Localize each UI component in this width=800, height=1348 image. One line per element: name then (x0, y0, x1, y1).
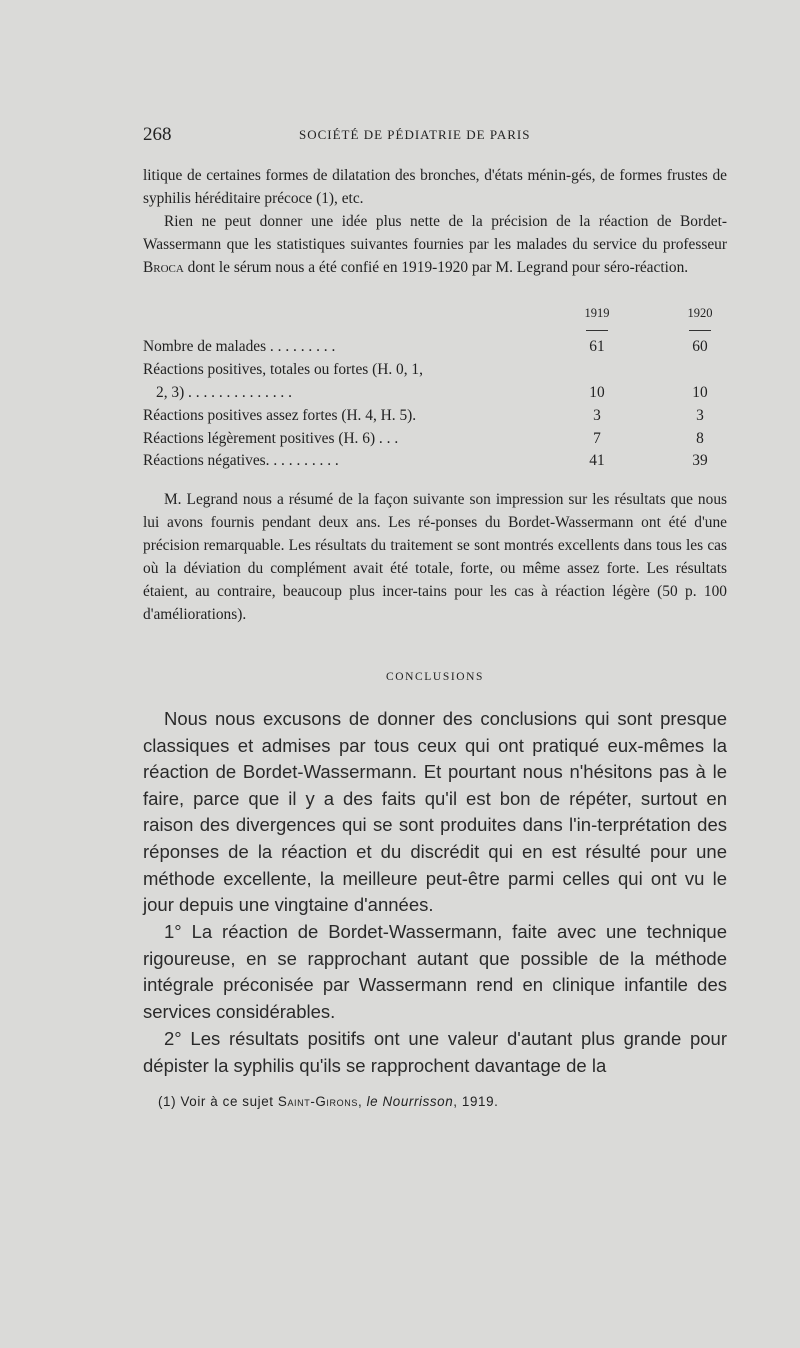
cell-1920: 3 (696, 407, 704, 424)
column-rule-1920 (689, 330, 711, 331)
column-header-1919: 1919 (584, 306, 610, 320)
table-row (143, 338, 728, 361)
footnote-sep: , (357, 1094, 367, 1109)
footnote-journal: le Nourrisson (366, 1094, 454, 1109)
paragraph-statistics-intro-tail: dont le sérum nous a été confié en 1919-1920 par M. Legrand pour séro-réaction. (183, 259, 689, 277)
conclusion-1: 1° La réaction de Bordet-Wassermann, faite avec une technique rigoureuse, en se rapprochant autant que possible de la méthode intégrale préconisée par Wassermann rend en clinique infantile des services considérables. (143, 921, 727, 1022)
cell-1920: 60 (692, 338, 708, 355)
cell-1919: 3 (593, 407, 601, 424)
cell-1919: 10 (589, 384, 605, 401)
row-label: Réactions positives assez fortes (H. 4, H. 5). (143, 407, 417, 424)
footnote-year: , 1919. (453, 1094, 499, 1109)
table-row (143, 384, 728, 407)
footnote-prefix: (1) Voir à ce sujet (158, 1094, 278, 1109)
cell-1920: 39 (692, 452, 708, 469)
row-label: Nombre de malades . . . . . . . . . (143, 338, 336, 355)
paragraph-statistics-intro-text: Rien ne peut donner une idée plus nette de la précision de la réaction de Bordet-Wassermann que les statistiques suivantes fournies par les malades du service du professeur (143, 213, 727, 254)
cell-1920: 10 (692, 384, 708, 401)
row-label: 2, 3) . . . . . . . . . . . . . . (156, 384, 292, 401)
cell-1920: 8 (696, 430, 704, 447)
section-title: CONCLUSIONS (385, 671, 485, 683)
row-label: Réactions légèrement positives (H. 6) . . . (143, 430, 399, 447)
cell-1919: 61 (589, 338, 605, 355)
paragraph-conclusions: Nous nous excusons de donner des conclusions qui sont presque classiques et admises par tous ceux qui ont pratiqué eux-mêmes la réaction de Bordet-Wassermann. Et pourtant nous n'hésitons pas à le faire, parce que il y a des faits qu'il est bon de répéter, surtout en raison des divergences qui se sont produites dans l'in-terprétation des réponses de la réaction et du discrédit qui en est résulté pour une méthode excellente, la meilleure peut-être parmi celles qui ont vu le jour depuis une vingtaine d'années. (143, 708, 727, 916)
page-number: 268 (143, 124, 172, 145)
row-label: Réactions positives, totales ou fortes (H. 0, 1, (143, 361, 423, 378)
table-row (143, 407, 728, 430)
paragraph-legrand-summary: M. Legrand nous a résumé de la façon suivante son impression sur les résultats que nous lui avons fournis pendant deux ans. Les ré-ponses du Bordet-Wassermann ont été d'une précision remarquable. Les résultats du traitement se sont montrés excellents dans tous les cas où la déviation du complément avait été totale, forte, ou même assez forte. Les résultats étaient, au contraire, beaucoup plus incer-tains pour les cas à réaction légère (50 p. 100 d'améliorations). (143, 491, 727, 624)
cell-1919: 7 (593, 430, 601, 447)
conclusion-2: 2° Les résultats positifs ont une valeur d'autant plus grande pour dépister la syphilis qu'ils se rapprochent davantage de la (143, 1028, 727, 1076)
page-header (143, 124, 725, 146)
table-row (143, 361, 728, 384)
cell-1919: 41 (589, 452, 605, 469)
running-title: SOCIÉTÉ DE PÉDIATRIE DE PARIS (299, 127, 531, 142)
paragraph-statistics-intro (143, 210, 727, 279)
column-rule-1919 (586, 330, 608, 331)
paragraph-intro: litique de certaines formes de dilatation des bronches, d'états ménin-gés, de formes frustes de syphilis héréditaire précoce (1), etc. (143, 167, 727, 208)
footnote-author: Saint-Girons (277, 1094, 358, 1109)
author-name-broca: Broca (143, 259, 184, 277)
table-row (143, 452, 728, 475)
footnote (158, 1094, 498, 1109)
table-row (143, 430, 728, 453)
column-header-1920: 1920 (687, 306, 713, 320)
row-label: Réactions négatives. . . . . . . . . . (143, 452, 339, 469)
